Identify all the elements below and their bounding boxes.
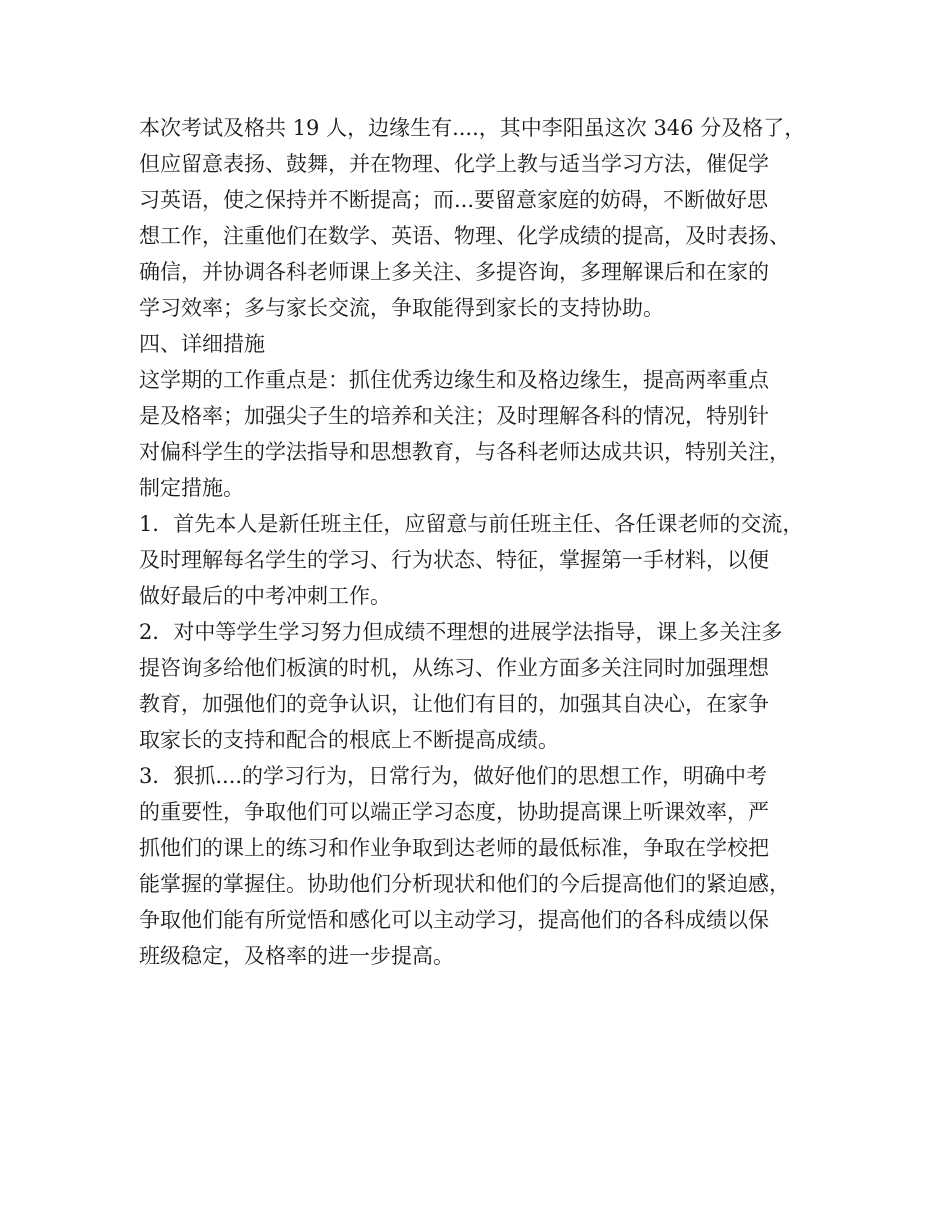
text-line: 提咨询多给他们板演的时机，从练习、作业方面多关注同时加强理想: [139, 656, 769, 680]
text-line: 这学期的工作重点是：抓住优秀边缘生和及格边缘生，提高两率重点: [139, 368, 769, 392]
text-line: 取家长的支持和配合的根底上不断提高成绩。: [139, 728, 559, 752]
text-line: 及时理解每名学生的学习、行为状态、特征，掌握第一手材料，以便: [139, 548, 769, 572]
text-line: 本次考试及格共 19 人，边缘生有....，其中李阳虽这次 346 分及格了，: [139, 116, 806, 140]
list-item-1: 1．首先本人是新任班主任，应留意与前任班主任、各任课老师的交流，: [139, 512, 804, 536]
document-body: [139, 110, 829, 974]
text-line: 能掌握的掌握住。协助他们分析现状和他们的今后提高他们的紧迫感，: [139, 872, 790, 896]
text-line: 班级稳定，及格率的进一步提高。: [139, 944, 454, 968]
text-line: 的重要性，争取他们可以端正学习态度，协助提高课上听课效率，严: [139, 800, 769, 824]
text-line: 但应留意表扬、鼓舞，并在物理、化学上教与适当学习方法，催促学: [139, 152, 769, 176]
text-line: 学习效率；多与家长交流，争取能得到家长的支持协助。: [139, 296, 664, 320]
section-heading: 四、详细措施: [139, 332, 265, 356]
text-line: 习英语，使之保持并不断提高；而...要留意家庭的妨碍，不断做好思: [139, 188, 769, 212]
text-line: 做好最后的中考冲刺工作。: [139, 584, 391, 608]
text-line: 争取他们能有所觉悟和感化可以主动学习，提高他们的各科成绩以保: [139, 908, 769, 932]
list-item-3: 3．狠抓....的学习行为，日常行为，做好他们的思想工作，明确中考: [139, 764, 768, 788]
text-line: 教育，加强他们的竞争认识，让他们有目的，加强其自决心，在家争: [139, 692, 769, 716]
list-item-2: 2．对中等学生学习努力但成绩不理想的进展学法指导，课上多关注多: [139, 620, 783, 644]
text-line: 抓他们的课上的练习和作业争取到达老师的最低标准，争取在学校把: [139, 836, 769, 860]
text-line: 对偏科学生的学法指导和思想教育，与各科老师达成共识，特别关注，: [139, 440, 790, 464]
text-line: 是及格率；加强尖子生的培养和关注；及时理解各科的情况，特别针: [139, 404, 769, 428]
text-line: 确信，并协调各科老师课上多关注、多提咨询，多理解课后和在家的: [139, 260, 769, 284]
text-line: 想工作，注重他们在数学、英语、物理、化学成绩的提高，及时表扬、: [139, 224, 790, 248]
text-line: 制定措施。: [139, 476, 244, 500]
